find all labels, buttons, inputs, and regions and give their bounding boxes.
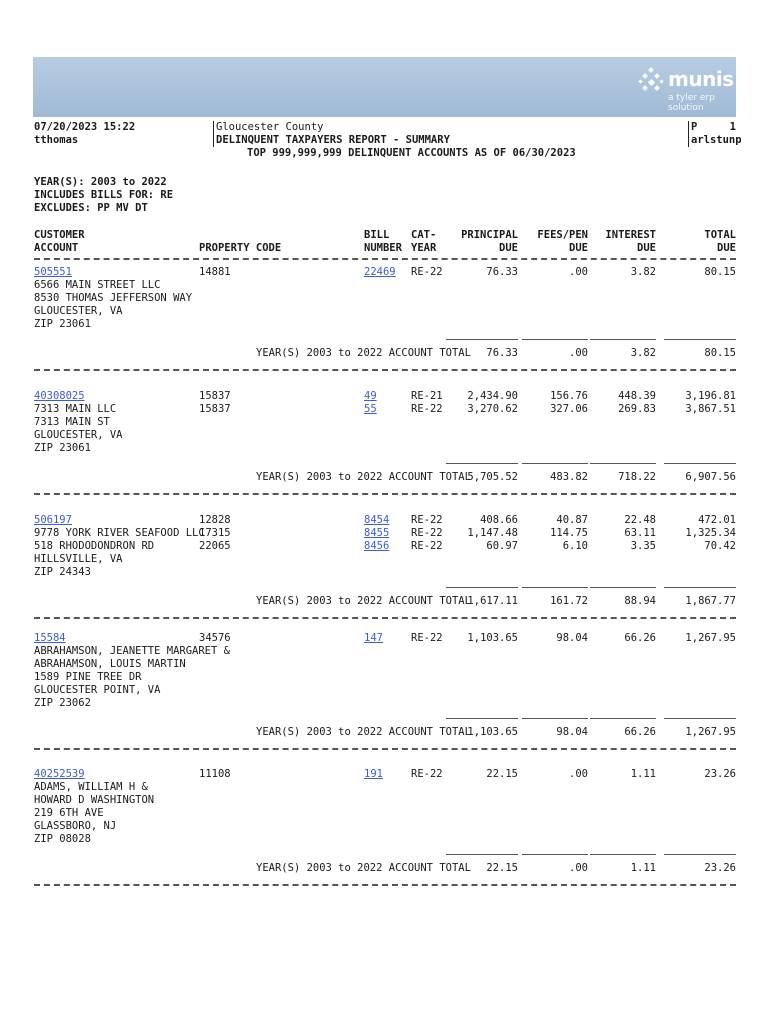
col-interest-2: DUE xyxy=(637,242,656,254)
criteria-excludes: EXCLUDES: PP MV DT xyxy=(34,202,148,214)
cat-year: RE-22 xyxy=(411,514,443,526)
account-total-fees: .00 xyxy=(569,347,588,359)
account-total-total: 1,867.77 xyxy=(685,595,736,607)
header-divider-right xyxy=(688,121,689,147)
account-address-line: GLOUCESTER, VA xyxy=(34,429,123,441)
account-address-line: HOWARD D WASHINGTON xyxy=(34,794,155,806)
account-address-line: ZIP 08028 xyxy=(34,833,91,845)
property-code: 17315 xyxy=(199,527,231,539)
bill-principal: 76.33 xyxy=(486,266,518,278)
account-address-line: ADAMS, WILLIAM H & xyxy=(34,781,148,793)
account-address-line: ZIP 23061 xyxy=(34,318,91,330)
bill-fees: 98.04 xyxy=(556,632,588,644)
logo-dots-icon xyxy=(638,67,666,95)
bill-interest: 448.39 xyxy=(618,390,656,402)
account-total-label: YEAR(S) 2003 to 2022 ACCOUNT TOTAL xyxy=(256,726,471,738)
subtotal-underline xyxy=(664,339,736,340)
county-name: Gloucester County xyxy=(216,121,324,133)
account-total-interest: 718.22 xyxy=(618,471,656,483)
bill-interest: 269.83 xyxy=(618,403,656,415)
report-datetime: 07/20/2023 15:22 xyxy=(34,121,136,133)
bill-principal: 1,103.65 xyxy=(467,632,518,644)
account-address-line: ZIP 23062 xyxy=(34,697,91,709)
bill-interest: 3.82 xyxy=(630,266,656,278)
account-total-total: 23.26 xyxy=(704,862,736,874)
cat-year: RE-22 xyxy=(411,403,443,415)
account-total-label: YEAR(S) 2003 to 2022 ACCOUNT TOTAL xyxy=(256,595,471,607)
report-code: arlstunp xyxy=(691,134,742,146)
bill-total: 1,267.95 xyxy=(685,632,736,644)
account-total-fees: 483.82 xyxy=(550,471,588,483)
col-bill-1: BILL xyxy=(364,229,390,241)
bill-total: 472.01 xyxy=(698,514,736,526)
page-number: 1 xyxy=(729,121,736,133)
subtotal-underline xyxy=(446,718,518,719)
account-separator-rule xyxy=(34,617,736,619)
account-address-line: ABRAHAMSON, JEANETTE MARGARET & xyxy=(34,645,230,657)
col-fees-1: FEES/PEN xyxy=(537,229,588,241)
bill-total: 80.15 xyxy=(704,266,736,278)
account-address-line: 7313 MAIN LLC xyxy=(34,403,117,415)
col-total-2: DUE xyxy=(717,242,736,254)
account-total-fees: 161.72 xyxy=(550,595,588,607)
account-separator-rule xyxy=(34,884,736,886)
header-rule xyxy=(34,258,736,260)
bill-fees: 114.75 xyxy=(550,527,588,539)
bill-number-link[interactable]: 49 xyxy=(364,390,377,402)
account-separator-rule xyxy=(34,369,736,371)
col-principal-2: DUE xyxy=(499,242,518,254)
account-total-total: 1,267.95 xyxy=(685,726,736,738)
col-principal-1: PRINCIPAL xyxy=(461,229,518,241)
bill-total: 23.26 xyxy=(704,768,736,780)
account-total-principal: 1,103.65 xyxy=(467,726,518,738)
cat-year: RE-22 xyxy=(411,632,443,644)
account-number-link[interactable]: 40308025 xyxy=(34,390,85,402)
bill-interest: 22.48 xyxy=(624,514,656,526)
account-address-line: HILLSVILLE, VA xyxy=(34,553,123,565)
subtotal-underline xyxy=(590,587,656,588)
account-total-interest: 1.11 xyxy=(630,862,656,874)
account-address-line: 9778 YORK RIVER SEAFOOD LLC xyxy=(34,527,205,539)
account-total-fees: .00 xyxy=(569,862,588,874)
account-address-line: ZIP 24343 xyxy=(34,566,91,578)
account-separator-rule xyxy=(34,748,736,750)
bill-principal: 3,270.62 xyxy=(467,403,518,415)
property-code: 14881 xyxy=(199,266,231,278)
bill-fees: 40.87 xyxy=(556,514,588,526)
logo-tagline: a tyler erp solution xyxy=(668,93,715,113)
col-interest-1: INTEREST xyxy=(605,229,656,241)
subtotal-underline xyxy=(522,587,588,588)
bill-principal: 60.97 xyxy=(486,540,518,552)
bill-total: 70.42 xyxy=(704,540,736,552)
account-address-line: ABRAHAMSON, LOUIS MARTIN xyxy=(34,658,186,670)
criteria-years: YEAR(S): 2003 to 2022 xyxy=(34,176,167,188)
account-total-total: 6,907.56 xyxy=(685,471,736,483)
subtotal-underline xyxy=(590,854,656,855)
report-title: DELINQUENT TAXPAYERS REPORT - SUMMARY xyxy=(216,134,450,146)
account-total-principal: 22.15 xyxy=(486,862,518,874)
cat-year: RE-22 xyxy=(411,266,443,278)
account-address-line: 219 6TH AVE xyxy=(34,807,104,819)
bill-number-link[interactable]: 147 xyxy=(364,632,383,644)
account-total-interest: 88.94 xyxy=(624,595,656,607)
property-code: 22065 xyxy=(199,540,231,552)
account-separator-rule xyxy=(34,493,736,495)
account-address-line: 518 RHODODONDRON RD xyxy=(34,540,155,552)
bill-total: 1,325.34 xyxy=(685,527,736,539)
col-cat-1: CAT- xyxy=(411,229,437,241)
account-address-line: GLOUCESTER POINT, VA xyxy=(34,684,161,696)
bill-interest: 1.11 xyxy=(630,768,656,780)
cat-year: RE-21 xyxy=(411,390,443,402)
account-number-link[interactable]: 506197 xyxy=(34,514,72,526)
col-bill-2: NUMBER xyxy=(364,242,402,254)
bill-number-link[interactable]: 191 xyxy=(364,768,383,780)
account-total-principal: 5,705.52 xyxy=(467,471,518,483)
bill-fees: 156.76 xyxy=(550,390,588,402)
subtotal-underline xyxy=(446,339,518,340)
account-total-total: 80.15 xyxy=(704,347,736,359)
bill-principal: 2,434.90 xyxy=(467,390,518,402)
bill-principal: 408.66 xyxy=(480,514,518,526)
munis-logo xyxy=(634,63,734,113)
header-divider-left xyxy=(213,121,214,147)
col-customer-1: CUSTOMER xyxy=(34,229,85,241)
bill-total: 3,196.81 xyxy=(685,390,736,402)
subtotal-underline xyxy=(522,718,588,719)
bill-number-link[interactable]: 8455 xyxy=(364,527,390,539)
bill-total: 3,867.51 xyxy=(685,403,736,415)
subtotal-underline xyxy=(522,854,588,855)
report-user: tthomas xyxy=(34,134,79,146)
bill-fees: .00 xyxy=(569,768,588,780)
col-cat-2: YEAR xyxy=(411,242,437,254)
subtotal-underline xyxy=(664,854,736,855)
subtotal-underline xyxy=(446,854,518,855)
account-address-line: 8530 THOMAS JEFFERSON WAY xyxy=(34,292,193,304)
col-customer-2: ACCOUNT xyxy=(34,242,79,254)
subtotal-underline xyxy=(590,463,656,464)
cat-year: RE-22 xyxy=(411,768,443,780)
col-total-1: TOTAL xyxy=(704,229,736,241)
subtotal-underline xyxy=(664,718,736,719)
subtotal-underline xyxy=(664,587,736,588)
subtotal-underline xyxy=(590,339,656,340)
bill-interest: 63.11 xyxy=(624,527,656,539)
report-subtitle: TOP 999,999,999 DELINQUENT ACCOUNTS AS OF 06/30/2023 xyxy=(247,147,576,159)
cat-year: RE-22 xyxy=(411,527,443,539)
subtotal-underline xyxy=(590,718,656,719)
bill-fees: 327.06 xyxy=(550,403,588,415)
bill-number-link[interactable]: 22469 xyxy=(364,266,396,278)
bill-interest: 66.26 xyxy=(624,632,656,644)
subtotal-underline xyxy=(664,463,736,464)
property-code: 12828 xyxy=(199,514,231,526)
account-total-label: YEAR(S) 2003 to 2022 ACCOUNT TOTAL xyxy=(256,862,471,874)
account-address-line: GLASSBORO, NJ xyxy=(34,820,117,832)
account-address-line: 6566 MAIN STREET LLC xyxy=(34,279,161,291)
account-total-interest: 66.26 xyxy=(624,726,656,738)
bill-number-link[interactable]: 55 xyxy=(364,403,377,415)
bill-fees: 6.10 xyxy=(562,540,588,552)
subtotal-underline xyxy=(522,339,588,340)
bill-principal: 22.15 xyxy=(486,768,518,780)
subtotal-underline xyxy=(446,463,518,464)
criteria-includes: INCLUDES BILLS FOR: RE xyxy=(34,189,174,201)
account-total-principal: 1,617.11 xyxy=(467,595,518,607)
page-label: P xyxy=(691,121,698,133)
col-property-code: PROPERTY CODE xyxy=(199,242,282,254)
col-fees-2: DUE xyxy=(569,242,588,254)
account-address-line: ZIP 23061 xyxy=(34,442,91,454)
bill-principal: 1,147.48 xyxy=(467,527,518,539)
subtotal-underline xyxy=(446,587,518,588)
account-total-principal: 76.33 xyxy=(486,347,518,359)
account-address-line: 1589 PINE TREE DR xyxy=(34,671,142,683)
property-code: 34576 xyxy=(199,632,231,644)
account-number-link[interactable]: 15584 xyxy=(34,632,66,644)
bill-interest: 3.35 xyxy=(630,540,656,552)
property-code: 15837 xyxy=(199,390,231,402)
account-total-interest: 3.82 xyxy=(630,347,656,359)
account-total-label: YEAR(S) 2003 to 2022 ACCOUNT TOTAL xyxy=(256,347,471,359)
account-number-link[interactable]: 505551 xyxy=(34,266,72,278)
account-total-fees: 98.04 xyxy=(556,726,588,738)
logo-wordmark: munis xyxy=(668,67,734,91)
subtotal-underline xyxy=(522,463,588,464)
account-number-link[interactable]: 40252539 xyxy=(34,768,85,780)
account-address-line: GLOUCESTER, VA xyxy=(34,305,123,317)
bill-number-link[interactable]: 8456 xyxy=(364,540,390,552)
account-total-label: YEAR(S) 2003 to 2022 ACCOUNT TOTAL xyxy=(256,471,471,483)
account-address-line: 7313 MAIN ST xyxy=(34,416,110,428)
property-code: 11108 xyxy=(199,768,231,780)
bill-fees: .00 xyxy=(569,266,588,278)
property-code: 15837 xyxy=(199,403,231,415)
cat-year: RE-22 xyxy=(411,540,443,552)
report-banner xyxy=(33,57,736,117)
bill-number-link[interactable]: 8454 xyxy=(364,514,390,526)
